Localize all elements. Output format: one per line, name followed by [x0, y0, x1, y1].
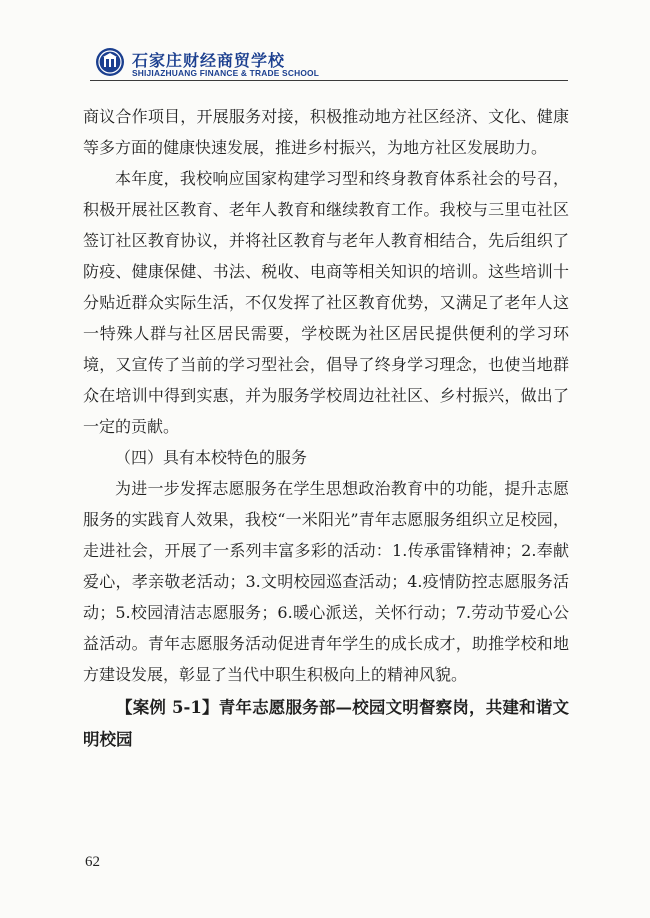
case-title: 【案例 5-1】青年志愿服务部—校园文明督察岗，共建和谐文明校园: [83, 698, 569, 749]
school-name-cn: 石家庄财经商贸学校: [132, 51, 286, 70]
paragraph-continuation: 商议合作项目，开展服务对接，积极推动地方社区经济、文化、健康等多方面的健康快速发展，推进乡村振兴，为地方社区发展助力。: [83, 107, 569, 157]
section-subheading: （四）具有本校特色的服务: [115, 448, 308, 467]
page-number: 62: [85, 854, 100, 870]
school-name-en: SHIJIAZHUANG FINANCE & TRADE SCHOOL: [132, 68, 320, 78]
header-divider: [90, 80, 568, 81]
document-body: [83, 101, 569, 756]
paragraph-community-education: 本年度，我校响应国家构建学习型和终身教育体系社会的号召，积极开展社区教育、老年人教育和继续教育工作。我校与三里屯社区签订社区教育协议，并将社区教育与老年人教育相结合，先后组织了防疫、健康保健、书法、税收、电商等相关知识的培训。这些培训十分贴近群众实际生活，不仅发挥了社区教育优势，又满足了老年人这一特殊人群与社区居民需要，学校既为社区居民提供便利的学习环境，又宣传了当前的学习型社会，倡导了终身学习理念，也使当地群众在培训中得到实惠，并为服务学校周边社社区、乡村振兴，做出了一定的贡献。: [83, 169, 569, 436]
document-header: [95, 47, 565, 83]
school-emblem-icon: [95, 47, 125, 77]
paragraph-volunteer-service: 为进一步发挥志愿服务在学生思想政治教育中的功能，提升志愿服务的实践育人效果，我校“一米阳光”青年志愿服务组织立足校园，走进社会，开展了一系列丰富多彩的活动：1.传承雷锋精神；2.奉献爱心，孝亲敬老活动；3.文明校园巡查活动；4.疫情防控志愿服务活动；5.校园清洁志愿服务；6.暖心派送，关怀行动；7.劳动节爱心公益活动。青年志愿服务活动促进青年学生的成长成才，助推学校和地方建设发展，彰显了当代中职生积极向上的精神风貌。: [83, 479, 569, 684]
